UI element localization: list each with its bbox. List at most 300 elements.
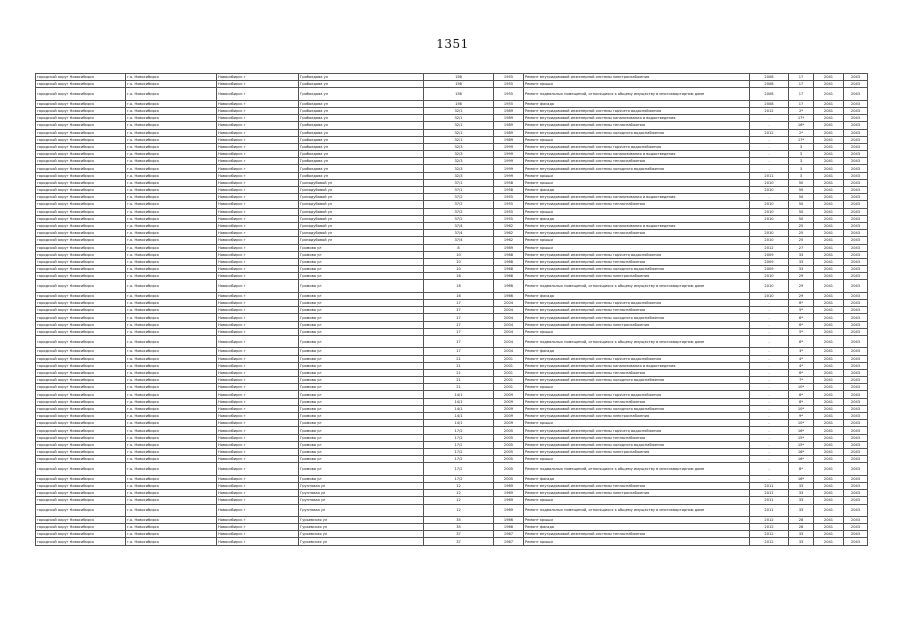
wear-cell: 16* <box>789 427 814 434</box>
work-type-cell: Ремонт крыши <box>524 136 750 143</box>
district-cell: г.о. Новосибирск <box>126 300 217 307</box>
work-type-cell: Ремонт фасада <box>524 524 750 531</box>
wear-cell: 6* <box>789 314 814 321</box>
municipality-cell: городской округ Новосибирск <box>36 107 126 114</box>
plan-start-cell: 2041 <box>814 237 844 244</box>
work-type-cell: Ремонт крыши <box>524 497 750 504</box>
plan-start-cell: 2041 <box>814 348 844 355</box>
wear-cell: 17 <box>789 88 814 100</box>
municipality-cell: городской округ Новосибирск <box>36 335 126 347</box>
wear-cell: 50 <box>789 215 814 222</box>
last-repair-year-cell: - <box>750 307 789 314</box>
city-cell: Новосибирск г <box>217 524 299 531</box>
table-row <box>36 362 868 369</box>
street-cell: Громова ул <box>299 475 424 482</box>
last-repair-year-cell: - <box>750 398 789 405</box>
municipality-cell: городской округ Новосибирск <box>36 391 126 398</box>
plan-end-cell: 2043 <box>844 136 868 143</box>
table-row <box>36 88 868 100</box>
house-number-cell: 37/2 <box>424 215 494 222</box>
last-repair-year-cell: - <box>750 348 789 355</box>
municipality-cell: городской округ Новосибирск <box>36 362 126 369</box>
municipality-cell: городской округ Новосибирск <box>36 504 126 516</box>
street-cell: Грибоедова ул <box>299 143 424 150</box>
city-cell: Новосибирск г <box>217 427 299 434</box>
municipality-cell: городской округ Новосибирск <box>36 538 126 545</box>
municipality-cell: городской округ Новосибирск <box>36 194 126 201</box>
district-cell: г.о. Новосибирск <box>126 215 217 222</box>
city-cell: Новосибирск г <box>217 230 299 237</box>
work-type-cell: Ремонт внутридомовой инженерной системы электроснабжения <box>524 273 750 280</box>
wear-cell: 50 <box>789 187 814 194</box>
plan-end-cell: 2043 <box>844 475 868 482</box>
street-cell: Грибоедова ул <box>299 107 424 114</box>
street-cell: Гризодубовой ул <box>299 215 424 222</box>
plan-end-cell: 2043 <box>844 524 868 531</box>
district-cell: г.о. Новосибирск <box>126 222 217 229</box>
plan-start-cell: 2041 <box>814 362 844 369</box>
table-row <box>36 258 868 265</box>
wear-cell: 6* <box>789 335 814 347</box>
street-cell: Громова ул <box>299 244 424 251</box>
district-cell: г.о. Новосибирск <box>126 413 217 420</box>
table-row <box>36 194 868 201</box>
street-cell: Громова ул <box>299 420 424 427</box>
table-row <box>36 348 868 355</box>
municipality-cell: городской округ Новосибирск <box>36 158 126 165</box>
plan-end-cell: 2043 <box>844 74 868 81</box>
house-number-cell: 12 <box>424 490 494 497</box>
table-row <box>36 434 868 441</box>
table-row <box>36 524 868 531</box>
last-repair-year-cell: - <box>750 222 789 229</box>
house-number-cell: 17 <box>424 314 494 321</box>
work-type-cell: Ремонт внутридомовой инженерной системы канализования и водоотведения <box>524 115 750 122</box>
municipality-cell: городской округ Новосибирск <box>36 292 126 299</box>
street-cell: Громова ул <box>299 266 424 273</box>
municipality-cell: городской округ Новосибирск <box>36 88 126 100</box>
house-number-cell: 17/2 <box>424 448 494 455</box>
last-repair-year-cell: - <box>750 158 789 165</box>
last-repair-year-cell: - <box>750 321 789 328</box>
city-cell: Новосибирск г <box>217 280 299 292</box>
wear-cell: 3 <box>789 165 814 172</box>
work-type-cell: Ремонт внутридомовой инженерной системы холодного водоснабжения <box>524 405 750 412</box>
plan-start-cell: 2041 <box>814 300 844 307</box>
plan-start-cell: 2041 <box>814 420 844 427</box>
district-cell: г.о. Новосибирск <box>126 504 217 516</box>
wear-cell: 16* <box>789 122 814 129</box>
work-type-cell: Ремонт внутридомовой инженерной системы электроснабжения <box>524 321 750 328</box>
street-cell: Грибоедова ул <box>299 129 424 136</box>
year-built-cell: 2004 <box>494 348 524 355</box>
house-number-cell: 17 <box>424 307 494 314</box>
last-repair-year-cell: 2010 <box>750 280 789 292</box>
last-repair-year-cell: 2009 <box>750 251 789 258</box>
district-cell: г.о. Новосибирск <box>126 158 217 165</box>
table-row <box>36 413 868 420</box>
municipality-cell: городской округ Новосибирск <box>36 300 126 307</box>
work-type-cell: Ремонт внутридомовой инженерной системы теплоснабжения <box>524 201 750 208</box>
district-cell: г.о. Новосибирск <box>126 187 217 194</box>
work-type-cell: Ремонт внутридомовой инженерной системы теплоснабжения <box>524 307 750 314</box>
year-built-cell: 1989 <box>494 136 524 143</box>
work-type-cell: Ремонт фасада <box>524 348 750 355</box>
work-type-cell: Ремонт фасада <box>524 292 750 299</box>
plan-end-cell: 2043 <box>844 100 868 107</box>
wear-cell: 4* <box>789 355 814 362</box>
street-cell: Громова ул <box>299 292 424 299</box>
street-cell: Грибоедова ул <box>299 151 424 158</box>
work-type-cell: Ремонт внутридомовой инженерной системы теплоснабжения <box>524 158 750 165</box>
year-built-cell: 1999 <box>494 172 524 179</box>
city-cell: Новосибирск г <box>217 504 299 516</box>
work-type-cell: Ремонт крыши <box>524 172 750 179</box>
house-number-cell: 37 <box>424 531 494 538</box>
plan-start-cell: 2041 <box>814 377 844 384</box>
wear-cell: 6* <box>789 391 814 398</box>
street-cell: Гризодубовой ул <box>299 208 424 215</box>
last-repair-year-cell: - <box>750 335 789 347</box>
table-row <box>36 441 868 448</box>
municipality-cell: городской округ Новосибирск <box>36 369 126 376</box>
wear-cell: 6* <box>789 321 814 328</box>
work-type-cell: Ремонт внутридомовой инженерной системы канализования и водоотведения <box>524 194 750 201</box>
district-cell: г.о. Новосибирск <box>126 115 217 122</box>
plan-end-cell: 2043 <box>844 531 868 538</box>
wear-cell: 3* <box>789 348 814 355</box>
table-row <box>36 405 868 412</box>
street-cell: Громова ул <box>299 307 424 314</box>
house-number-cell: 10 <box>424 251 494 258</box>
city-cell: Новосибирск г <box>217 88 299 100</box>
plan-end-cell: 2043 <box>844 280 868 292</box>
work-type-cell: Ремонт внутридомовой инженерной системы холодного водоснабжения <box>524 165 750 172</box>
house-number-cell: 17/2 <box>424 463 494 475</box>
work-type-cell: Ремонт подвальных помещений, относящихся к общему имуществу в многоквартирном доме <box>524 504 750 516</box>
last-repair-year-cell: 2011 <box>750 172 789 179</box>
wear-cell: 33 <box>789 538 814 545</box>
table-row <box>36 151 868 158</box>
last-repair-year-cell: - <box>750 151 789 158</box>
last-repair-year-cell: 2010 <box>750 208 789 215</box>
year-built-cell: 1955 <box>494 100 524 107</box>
district-cell: г.о. Новосибирск <box>126 314 217 321</box>
plan-start-cell: 2041 <box>814 413 844 420</box>
table-row <box>36 136 868 143</box>
plan-start-cell: 2041 <box>814 222 844 229</box>
last-repair-year-cell: 2009 <box>750 258 789 265</box>
city-cell: Новосибирск г <box>217 482 299 489</box>
municipality-cell: городской округ Новосибирск <box>36 222 126 229</box>
street-cell: Громова ул <box>299 355 424 362</box>
work-type-cell: Ремонт внутридомовой инженерной системы горячего водоснабжения <box>524 391 750 398</box>
street-cell: Грибоедова ул <box>299 88 424 100</box>
year-built-cell: 1966 <box>494 292 524 299</box>
plan-start-cell: 2041 <box>814 74 844 81</box>
year-built-cell: 2005 <box>494 463 524 475</box>
wear-cell: 3 <box>789 158 814 165</box>
wear-cell: 15* <box>789 434 814 441</box>
plan-start-cell: 2041 <box>814 201 844 208</box>
plan-end-cell: 2043 <box>844 143 868 150</box>
plan-start-cell: 2041 <box>814 215 844 222</box>
house-number-cell: 37/4 <box>424 230 494 237</box>
plan-end-cell: 2043 <box>844 158 868 165</box>
year-built-cell: 1955 <box>494 88 524 100</box>
district-cell: г.о. Новосибирск <box>126 107 217 114</box>
city-cell: Новосибирск г <box>217 335 299 347</box>
plan-end-cell: 2043 <box>844 187 868 194</box>
house-number-cell: 32/1 <box>424 122 494 129</box>
plan-start-cell: 2041 <box>814 463 844 475</box>
street-cell: Грибоедова ул <box>299 172 424 179</box>
year-built-cell: 2004 <box>494 300 524 307</box>
municipality-cell: городской округ Новосибирск <box>36 482 126 489</box>
last-repair-year-cell: - <box>750 420 789 427</box>
wear-cell: 25 <box>789 230 814 237</box>
table-row <box>36 280 868 292</box>
street-cell: Громова ул <box>299 384 424 391</box>
last-repair-year-cell: 2010 <box>750 237 789 244</box>
district-cell: г.о. Новосибирск <box>126 136 217 143</box>
plan-start-cell: 2041 <box>814 129 844 136</box>
table-row <box>36 516 868 523</box>
street-cell: Громова ул <box>299 434 424 441</box>
street-cell: Громова ул <box>299 251 424 258</box>
street-cell: Громова ул <box>299 427 424 434</box>
municipality-cell: городской округ Новосибирск <box>36 251 126 258</box>
city-cell: Новосибирск г <box>217 398 299 405</box>
city-cell: Новосибирск г <box>217 300 299 307</box>
plan-end-cell: 2043 <box>844 107 868 114</box>
year-built-cell: 1962 <box>494 230 524 237</box>
house-number-cell: 32/3 <box>424 158 494 165</box>
table-row <box>36 490 868 497</box>
plan-end-cell: 2043 <box>844 300 868 307</box>
house-number-cell: 32/1 <box>424 136 494 143</box>
municipality-cell: городской округ Новосибирск <box>36 273 126 280</box>
table-row <box>36 456 868 463</box>
plan-end-cell: 2043 <box>844 335 868 347</box>
year-built-cell: 1968 <box>494 251 524 258</box>
street-cell: Громова ул <box>299 405 424 412</box>
plan-start-cell: 2041 <box>814 434 844 441</box>
work-type-cell: Ремонт внутридомовой инженерной системы горячего водоснабжения <box>524 143 750 150</box>
last-repair-year-cell: 2012 <box>750 531 789 538</box>
plan-start-cell: 2041 <box>814 524 844 531</box>
wear-cell: 29 <box>789 280 814 292</box>
table-row <box>36 122 868 129</box>
work-type-cell: Ремонт внутридомовой инженерной системы электроснабжения <box>524 74 750 81</box>
work-type-cell: Ремонт внутридомовой инженерной системы холодного водоснабжения <box>524 377 750 384</box>
year-built-cell: 1958 <box>494 187 524 194</box>
last-repair-year-cell: 2010 <box>750 292 789 299</box>
wear-cell: 5* <box>789 307 814 314</box>
municipality-cell: городской округ Новосибирск <box>36 490 126 497</box>
work-type-cell: Ремонт крыши <box>524 81 750 88</box>
city-cell: Новосибирск г <box>217 158 299 165</box>
wear-cell: 33 <box>789 266 814 273</box>
work-type-cell: Ремонт внутридомовой инженерной системы канализования и водоотведения <box>524 222 750 229</box>
wear-cell: 27 <box>789 244 814 251</box>
year-built-cell: 1999 <box>494 151 524 158</box>
street-cell: Громова ул <box>299 300 424 307</box>
municipality-cell: городской округ Новосибирск <box>36 172 126 179</box>
house-number-cell: 37/2 <box>424 194 494 201</box>
street-cell: Громова ул <box>299 377 424 384</box>
city-cell: Новосибирск г <box>217 194 299 201</box>
plan-end-cell: 2043 <box>844 179 868 186</box>
wear-cell: 50 <box>789 179 814 186</box>
work-type-cell: Ремонт внутридомовой инженерной системы теплоснабжения <box>524 230 750 237</box>
street-cell: Громова ул <box>299 463 424 475</box>
municipality-cell: городской округ Новосибирск <box>36 321 126 328</box>
work-type-cell: Ремонт внутридомовой инженерной системы горячего водоснабжения <box>524 355 750 362</box>
plan-start-cell: 2041 <box>814 321 844 328</box>
page-number: 1351 <box>436 37 469 51</box>
wear-cell: 10* <box>789 405 814 412</box>
work-type-cell: Ремонт внутридомовой инженерной системы теплоснабжения <box>524 434 750 441</box>
work-type-cell: Ремонт внутридомовой инженерной системы горячего водоснабжения <box>524 107 750 114</box>
district-cell: г.о. Новосибирск <box>126 398 217 405</box>
year-built-cell: 1966 <box>494 524 524 531</box>
year-built-cell: 1967 <box>494 538 524 545</box>
city-cell: Новосибирск г <box>217 208 299 215</box>
district-cell: г.о. Новосибирск <box>126 81 217 88</box>
work-type-cell: Ремонт внутридомовой инженерной системы теплоснабжения <box>524 531 750 538</box>
city-cell: Новосибирск г <box>217 81 299 88</box>
last-repair-year-cell: - <box>750 434 789 441</box>
last-repair-year-cell: - <box>750 463 789 475</box>
year-built-cell: 2001 <box>494 377 524 384</box>
year-built-cell: 2005 <box>494 475 524 482</box>
year-built-cell: 2005 <box>494 427 524 434</box>
wear-cell: 25 <box>789 237 814 244</box>
house-number-cell: 37/2 <box>424 208 494 215</box>
wear-cell: 33 <box>789 258 814 265</box>
house-number-cell: 17 <box>424 321 494 328</box>
municipality-cell: городской округ Новосибирск <box>36 280 126 292</box>
plan-end-cell: 2043 <box>844 463 868 475</box>
last-repair-year-cell: 2009 <box>750 266 789 273</box>
table-row <box>36 143 868 150</box>
street-cell: Грибоедова ул <box>299 122 424 129</box>
district-cell: г.о. Новосибирск <box>126 328 217 335</box>
last-repair-year-cell: 2010 <box>750 215 789 222</box>
street-cell: Громова ул <box>299 398 424 405</box>
table-row <box>36 172 868 179</box>
municipality-cell: городской округ Новосибирск <box>36 266 126 273</box>
district-cell: г.о. Новосибирск <box>126 194 217 201</box>
district-cell: г.о. Новосибирск <box>126 369 217 376</box>
district-cell: г.о. Новосибирск <box>126 151 217 158</box>
table-row <box>36 251 868 258</box>
plan-start-cell: 2041 <box>814 280 844 292</box>
year-built-cell: 1989 <box>494 115 524 122</box>
table-row <box>36 504 868 516</box>
house-number-cell: 21 <box>424 369 494 376</box>
last-repair-year-cell: 2011 <box>750 504 789 516</box>
year-built-cell: 1968 <box>494 258 524 265</box>
plan-start-cell: 2041 <box>814 405 844 412</box>
work-type-cell: Ремонт подвальных помещений, относящихся к общему имуществу в многоквартирном доме <box>524 463 750 475</box>
year-built-cell: 1955 <box>494 194 524 201</box>
city-cell: Новосибирск г <box>217 463 299 475</box>
house-number-cell: 35 <box>424 516 494 523</box>
year-built-cell: 1955 <box>494 201 524 208</box>
table-row <box>36 179 868 186</box>
year-built-cell: 1968 <box>494 266 524 273</box>
plan-start-cell: 2041 <box>814 384 844 391</box>
plan-start-cell: 2041 <box>814 208 844 215</box>
house-number-cell: 35 <box>424 524 494 531</box>
plan-start-cell: 2041 <box>814 516 844 523</box>
house-number-cell: 32/3 <box>424 165 494 172</box>
year-built-cell: 2004 <box>494 335 524 347</box>
table-row <box>36 292 868 299</box>
plan-end-cell: 2043 <box>844 165 868 172</box>
district-cell: г.о. Новосибирск <box>126 74 217 81</box>
wear-cell: 50 <box>789 194 814 201</box>
plan-end-cell: 2043 <box>844 369 868 376</box>
work-type-cell: Ремонт крыши <box>524 456 750 463</box>
street-cell: Громова ул <box>299 335 424 347</box>
plan-end-cell: 2043 <box>844 201 868 208</box>
house-number-cell: 15б <box>424 81 494 88</box>
year-built-cell: 2005 <box>494 441 524 448</box>
year-built-cell: 2009 <box>494 420 524 427</box>
plan-end-cell: 2043 <box>844 497 868 504</box>
last-repair-year-cell: - <box>750 413 789 420</box>
plan-start-cell: 2041 <box>814 258 844 265</box>
plan-end-cell: 2043 <box>844 504 868 516</box>
district-cell: г.о. Новосибирск <box>126 307 217 314</box>
municipality-cell: городской округ Новосибирск <box>36 463 126 475</box>
plan-start-cell: 2041 <box>814 391 844 398</box>
district-cell: г.о. Новосибирск <box>126 456 217 463</box>
plan-start-cell: 2041 <box>814 328 844 335</box>
last-repair-year-cell: - <box>750 362 789 369</box>
city-cell: Новосибирск г <box>217 115 299 122</box>
plan-start-cell: 2041 <box>814 441 844 448</box>
plan-start-cell: 2041 <box>814 355 844 362</box>
wear-cell: 15* <box>789 441 814 448</box>
street-cell: Грунтовая ул <box>299 490 424 497</box>
last-repair-year-cell: - <box>750 475 789 482</box>
municipality-cell: городской округ Новосибирск <box>36 136 126 143</box>
wear-cell: 10* <box>789 384 814 391</box>
plan-start-cell: 2041 <box>814 307 844 314</box>
wear-cell: 16* <box>789 456 814 463</box>
work-type-cell: Ремонт крыши <box>524 538 750 545</box>
table-row <box>36 273 868 280</box>
house-number-cell: 12 <box>424 482 494 489</box>
year-built-cell: 1989 <box>494 122 524 129</box>
house-number-cell: 14/1 <box>424 413 494 420</box>
municipality-cell: городской округ Новосибирск <box>36 448 126 455</box>
year-built-cell: 2001 <box>494 384 524 391</box>
house-number-cell: 15б <box>424 88 494 100</box>
work-type-cell: Ремонт внутридомовой инженерной системы холодного водоснабжения <box>524 314 750 321</box>
city-cell: Новосибирск г <box>217 369 299 376</box>
table-row <box>36 230 868 237</box>
house-number-cell: 10 <box>424 266 494 273</box>
street-cell: Гризодубовой ул <box>299 201 424 208</box>
plan-end-cell: 2043 <box>844 81 868 88</box>
plan-end-cell: 2043 <box>844 482 868 489</box>
street-cell: Гризодубовой ул <box>299 237 424 244</box>
